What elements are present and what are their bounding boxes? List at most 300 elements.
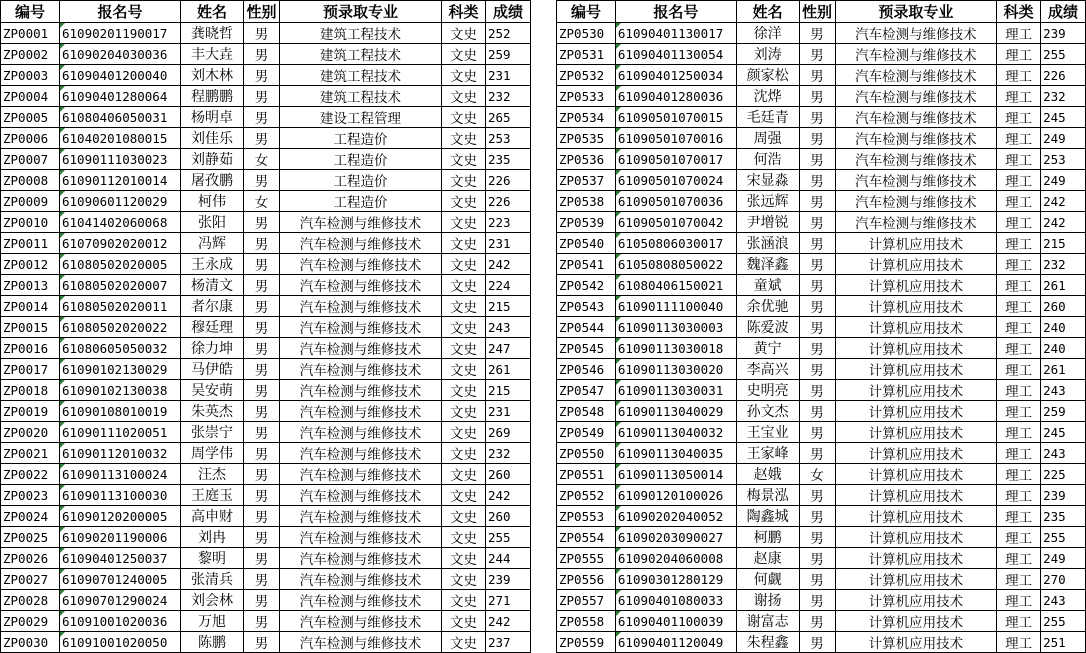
registration-number-cell[interactable]: 61090601120029: [60, 191, 181, 212]
major-cell[interactable]: 计算机应用技术: [835, 527, 997, 548]
score-cell[interactable]: 231: [486, 65, 531, 86]
gender-cell[interactable]: 男: [244, 401, 280, 422]
registration-number-cell[interactable]: 61090501070024: [615, 170, 736, 191]
gender-cell[interactable]: 男: [799, 380, 835, 401]
name-cell[interactable]: 穆廷理: [181, 317, 244, 338]
registration-number-cell[interactable]: 61080605050032: [60, 338, 181, 359]
gender-cell[interactable]: 男: [799, 611, 835, 632]
name-cell[interactable]: 徐洋: [736, 23, 799, 44]
score-cell[interactable]: 261: [1041, 359, 1086, 380]
gender-cell[interactable]: 男: [799, 338, 835, 359]
subject-cell[interactable]: 文史: [442, 254, 486, 275]
major-cell[interactable]: 计算机应用技术: [835, 548, 997, 569]
score-cell[interactable]: 260: [1041, 296, 1086, 317]
name-cell[interactable]: 马伊皓: [181, 359, 244, 380]
subject-cell[interactable]: 理工: [997, 590, 1041, 611]
id-cell[interactable]: ZP0005: [1, 107, 60, 128]
subject-cell[interactable]: 理工: [997, 65, 1041, 86]
id-cell[interactable]: ZP0020: [1, 422, 60, 443]
name-cell[interactable]: 柯鹏: [736, 527, 799, 548]
score-cell[interactable]: 247: [486, 338, 531, 359]
registration-number-cell[interactable]: 61090401250034: [615, 65, 736, 86]
major-cell[interactable]: 工程造价: [280, 191, 442, 212]
subject-cell[interactable]: 理工: [997, 23, 1041, 44]
subject-cell[interactable]: 文史: [442, 548, 486, 569]
gender-cell[interactable]: 女: [244, 149, 280, 170]
major-cell[interactable]: 汽车检测与维修技术: [280, 590, 442, 611]
score-cell[interactable]: 251: [1041, 632, 1086, 653]
gender-cell[interactable]: 男: [799, 590, 835, 611]
gender-cell[interactable]: 男: [799, 149, 835, 170]
gender-cell[interactable]: 男: [799, 170, 835, 191]
major-cell[interactable]: 计算机应用技术: [835, 506, 997, 527]
id-cell[interactable]: ZP0554: [557, 527, 616, 548]
major-cell[interactable]: 汽车检测与维修技术: [835, 44, 997, 65]
id-cell[interactable]: ZP0538: [557, 191, 616, 212]
major-cell[interactable]: 汽车检测与维修技术: [280, 632, 442, 653]
registration-number-cell[interactable]: 61040201080015: [60, 128, 181, 149]
subject-cell[interactable]: 理工: [997, 86, 1041, 107]
registration-number-cell[interactable]: 61090113030020: [615, 359, 736, 380]
name-cell[interactable]: 朱程鑫: [736, 632, 799, 653]
major-cell[interactable]: 汽车检测与维修技术: [280, 569, 442, 590]
score-cell[interactable]: 223: [486, 212, 531, 233]
major-cell[interactable]: 计算机应用技术: [835, 569, 997, 590]
subject-cell[interactable]: 文史: [442, 527, 486, 548]
id-cell[interactable]: ZP0549: [557, 422, 616, 443]
id-cell[interactable]: ZP0552: [557, 485, 616, 506]
major-cell[interactable]: 计算机应用技术: [835, 338, 997, 359]
id-cell[interactable]: ZP0536: [557, 149, 616, 170]
gender-cell[interactable]: 男: [799, 527, 835, 548]
gender-cell[interactable]: 男: [244, 317, 280, 338]
registration-number-cell[interactable]: 61090111020051: [60, 422, 181, 443]
name-cell[interactable]: 黎明: [181, 548, 244, 569]
name-cell[interactable]: 刘涛: [736, 44, 799, 65]
gender-cell[interactable]: 男: [799, 296, 835, 317]
registration-number-cell[interactable]: 61080502020011: [60, 296, 181, 317]
id-cell[interactable]: ZP0030: [1, 632, 60, 653]
major-cell[interactable]: 汽车检测与维修技术: [835, 128, 997, 149]
score-cell[interactable]: 270: [1041, 569, 1086, 590]
subject-cell[interactable]: 理工: [997, 443, 1041, 464]
score-cell[interactable]: 261: [486, 359, 531, 380]
major-cell[interactable]: 工程造价: [280, 170, 442, 191]
major-cell[interactable]: 汽车检测与维修技术: [280, 212, 442, 233]
id-cell[interactable]: ZP0002: [1, 44, 60, 65]
registration-number-cell[interactable]: 61090401280064: [60, 86, 181, 107]
subject-cell[interactable]: 文史: [442, 317, 486, 338]
score-cell[interactable]: 265: [486, 107, 531, 128]
name-cell[interactable]: 赵娥: [736, 464, 799, 485]
id-cell[interactable]: ZP0531: [557, 44, 616, 65]
name-cell[interactable]: 吴安萌: [181, 380, 244, 401]
major-cell[interactable]: 汽车检测与维修技术: [280, 359, 442, 380]
major-cell[interactable]: 建筑工程技术: [280, 86, 442, 107]
gender-cell[interactable]: 男: [799, 44, 835, 65]
major-cell[interactable]: 汽车检测与维修技术: [835, 149, 997, 170]
id-cell[interactable]: ZP0556: [557, 569, 616, 590]
major-cell[interactable]: 计算机应用技术: [835, 254, 997, 275]
subject-cell[interactable]: 文史: [442, 191, 486, 212]
id-cell[interactable]: ZP0550: [557, 443, 616, 464]
gender-cell[interactable]: 男: [244, 233, 280, 254]
score-cell[interactable]: 242: [1041, 191, 1086, 212]
gender-cell[interactable]: 男: [799, 506, 835, 527]
score-cell[interactable]: 244: [486, 548, 531, 569]
subject-cell[interactable]: 文史: [442, 611, 486, 632]
major-cell[interactable]: 汽车检测与维修技术: [280, 485, 442, 506]
id-cell[interactable]: ZP0014: [1, 296, 60, 317]
gender-cell[interactable]: 男: [244, 422, 280, 443]
gender-cell[interactable]: 女: [799, 464, 835, 485]
id-cell[interactable]: ZP0001: [1, 23, 60, 44]
subject-cell[interactable]: 理工: [997, 44, 1041, 65]
name-cell[interactable]: 刘木林: [181, 65, 244, 86]
subject-cell[interactable]: 文史: [442, 632, 486, 653]
name-cell[interactable]: 冯辉: [181, 233, 244, 254]
registration-number-cell[interactable]: 61080502020007: [60, 275, 181, 296]
name-cell[interactable]: 陈鹏: [181, 632, 244, 653]
id-cell[interactable]: ZP0532: [557, 65, 616, 86]
subject-cell[interactable]: 理工: [997, 569, 1041, 590]
major-cell[interactable]: 建筑工程技术: [280, 44, 442, 65]
name-cell[interactable]: 杨明卓: [181, 107, 244, 128]
major-cell[interactable]: 汽车检测与维修技术: [280, 317, 442, 338]
major-cell[interactable]: 计算机应用技术: [835, 275, 997, 296]
gender-cell[interactable]: 男: [244, 23, 280, 44]
name-cell[interactable]: 柯伟: [181, 191, 244, 212]
id-cell[interactable]: ZP0025: [1, 527, 60, 548]
registration-number-cell[interactable]: 61080406150021: [615, 275, 736, 296]
name-cell[interactable]: 宋显淼: [736, 170, 799, 191]
name-cell[interactable]: 余优驰: [736, 296, 799, 317]
registration-number-cell[interactable]: 61090401080033: [615, 590, 736, 611]
gender-cell[interactable]: 男: [244, 443, 280, 464]
registration-number-cell[interactable]: 61090113030003: [615, 317, 736, 338]
gender-cell[interactable]: 男: [799, 65, 835, 86]
gender-cell[interactable]: 男: [244, 590, 280, 611]
gender-cell[interactable]: 男: [244, 338, 280, 359]
registration-number-cell[interactable]: 61090112010014: [60, 170, 181, 191]
registration-number-cell[interactable]: 61080502020005: [60, 254, 181, 275]
major-cell[interactable]: 汽车检测与维修技术: [835, 107, 997, 128]
id-cell[interactable]: ZP0017: [1, 359, 60, 380]
id-cell[interactable]: ZP0028: [1, 590, 60, 611]
id-cell[interactable]: ZP0011: [1, 233, 60, 254]
major-cell[interactable]: 计算机应用技术: [835, 296, 997, 317]
score-cell[interactable]: 269: [486, 422, 531, 443]
score-cell[interactable]: 243: [1041, 443, 1086, 464]
registration-number-cell[interactable]: 61090202040052: [615, 506, 736, 527]
subject-cell[interactable]: 理工: [997, 401, 1041, 422]
id-cell[interactable]: ZP0534: [557, 107, 616, 128]
major-cell[interactable]: 汽车检测与维修技术: [280, 338, 442, 359]
registration-number-cell[interactable]: 61090111100040: [615, 296, 736, 317]
registration-number-cell[interactable]: 61090113040029: [615, 401, 736, 422]
major-cell[interactable]: 工程造价: [280, 149, 442, 170]
subject-cell[interactable]: 文史: [442, 86, 486, 107]
id-cell[interactable]: ZP0012: [1, 254, 60, 275]
name-cell[interactable]: 颜家松: [736, 65, 799, 86]
name-cell[interactable]: 徐力坤: [181, 338, 244, 359]
registration-number-cell[interactable]: 61090701290024: [60, 590, 181, 611]
name-cell[interactable]: 梅景泓: [736, 485, 799, 506]
name-cell[interactable]: 张涵浪: [736, 233, 799, 254]
gender-cell[interactable]: 男: [244, 485, 280, 506]
gender-cell[interactable]: 男: [799, 485, 835, 506]
id-cell[interactable]: ZP0024: [1, 506, 60, 527]
registration-number-cell[interactable]: 61090113040032: [615, 422, 736, 443]
registration-number-cell[interactable]: 61090108010019: [60, 401, 181, 422]
name-cell[interactable]: 童斌: [736, 275, 799, 296]
name-cell[interactable]: 汪杰: [181, 464, 244, 485]
registration-number-cell[interactable]: 61090102130029: [60, 359, 181, 380]
major-cell[interactable]: 汽车检测与维修技术: [280, 401, 442, 422]
subject-cell[interactable]: 理工: [997, 527, 1041, 548]
id-cell[interactable]: ZP0541: [557, 254, 616, 275]
registration-number-cell[interactable]: 61090120200005: [60, 506, 181, 527]
gender-cell[interactable]: 男: [244, 275, 280, 296]
name-cell[interactable]: 王永成: [181, 254, 244, 275]
name-cell[interactable]: 刘会林: [181, 590, 244, 611]
subject-cell[interactable]: 文史: [442, 569, 486, 590]
registration-number-cell[interactable]: 61080406050031: [60, 107, 181, 128]
id-cell[interactable]: ZP0016: [1, 338, 60, 359]
major-cell[interactable]: 汽车检测与维修技术: [280, 506, 442, 527]
id-cell[interactable]: ZP0548: [557, 401, 616, 422]
registration-number-cell[interactable]: 61090401250037: [60, 548, 181, 569]
name-cell[interactable]: 刘静茹: [181, 149, 244, 170]
gender-cell[interactable]: 男: [799, 128, 835, 149]
id-cell[interactable]: ZP0537: [557, 170, 616, 191]
subject-cell[interactable]: 文史: [442, 506, 486, 527]
subject-cell[interactable]: 文史: [442, 107, 486, 128]
id-cell[interactable]: ZP0004: [1, 86, 60, 107]
id-cell[interactable]: ZP0542: [557, 275, 616, 296]
score-cell[interactable]: 232: [1041, 86, 1086, 107]
score-cell[interactable]: 245: [1041, 107, 1086, 128]
name-cell[interactable]: 李高兴: [736, 359, 799, 380]
subject-cell[interactable]: 理工: [997, 170, 1041, 191]
subject-cell[interactable]: 文史: [442, 44, 486, 65]
subject-cell[interactable]: 文史: [442, 422, 486, 443]
gender-cell[interactable]: 男: [799, 632, 835, 653]
registration-number-cell[interactable]: 61050806030017: [615, 233, 736, 254]
id-cell[interactable]: ZP0007: [1, 149, 60, 170]
name-cell[interactable]: 毛廷青: [736, 107, 799, 128]
score-cell[interactable]: 252: [486, 23, 531, 44]
major-cell[interactable]: 建设工程管理: [280, 107, 442, 128]
gender-cell[interactable]: 男: [244, 632, 280, 653]
id-cell[interactable]: ZP0555: [557, 548, 616, 569]
id-cell[interactable]: ZP0551: [557, 464, 616, 485]
registration-number-cell[interactable]: 61090501070017: [615, 149, 736, 170]
registration-number-cell[interactable]: 61090501070036: [615, 191, 736, 212]
id-cell[interactable]: ZP0559: [557, 632, 616, 653]
subject-cell[interactable]: 文史: [442, 65, 486, 86]
score-cell[interactable]: 215: [1041, 233, 1086, 254]
gender-cell[interactable]: 男: [799, 86, 835, 107]
score-cell[interactable]: 232: [486, 443, 531, 464]
registration-number-cell[interactable]: 61090201190006: [60, 527, 181, 548]
registration-number-cell[interactable]: 61090204060008: [615, 548, 736, 569]
subject-cell[interactable]: 理工: [997, 548, 1041, 569]
score-cell[interactable]: 259: [1041, 401, 1086, 422]
major-cell[interactable]: 计算机应用技术: [835, 485, 997, 506]
name-cell[interactable]: 刘冉: [181, 527, 244, 548]
gender-cell[interactable]: 男: [799, 212, 835, 233]
subject-cell[interactable]: 理工: [997, 296, 1041, 317]
subject-cell[interactable]: 文史: [442, 443, 486, 464]
subject-cell[interactable]: 理工: [997, 506, 1041, 527]
name-cell[interactable]: 周强: [736, 128, 799, 149]
major-cell[interactable]: 计算机应用技术: [835, 590, 997, 611]
gender-cell[interactable]: 男: [244, 254, 280, 275]
registration-number-cell[interactable]: 61090102130038: [60, 380, 181, 401]
registration-number-cell[interactable]: 61090113050014: [615, 464, 736, 485]
registration-number-cell[interactable]: 61091001020036: [60, 611, 181, 632]
subject-cell[interactable]: 文史: [442, 149, 486, 170]
score-cell[interactable]: 260: [486, 464, 531, 485]
subject-cell[interactable]: 文史: [442, 128, 486, 149]
score-cell[interactable]: 231: [486, 233, 531, 254]
name-cell[interactable]: 陈爱波: [736, 317, 799, 338]
registration-number-cell[interactable]: 61090401280036: [615, 86, 736, 107]
score-cell[interactable]: 226: [486, 170, 531, 191]
subject-cell[interactable]: 理工: [997, 107, 1041, 128]
registration-number-cell[interactable]: 61090401120049: [615, 632, 736, 653]
major-cell[interactable]: 汽车检测与维修技术: [835, 86, 997, 107]
subject-cell[interactable]: 理工: [997, 380, 1041, 401]
name-cell[interactable]: 张清兵: [181, 569, 244, 590]
id-cell[interactable]: ZP0006: [1, 128, 60, 149]
score-cell[interactable]: 232: [1041, 254, 1086, 275]
subject-cell[interactable]: 理工: [997, 359, 1041, 380]
major-cell[interactable]: 汽车检测与维修技术: [280, 464, 442, 485]
id-cell[interactable]: ZP0533: [557, 86, 616, 107]
registration-number-cell[interactable]: 61090113030031: [615, 380, 736, 401]
score-cell[interactable]: 240: [1041, 317, 1086, 338]
registration-number-cell[interactable]: 61090120100026: [615, 485, 736, 506]
name-cell[interactable]: 丰大垚: [181, 44, 244, 65]
name-cell[interactable]: 王庭玉: [181, 485, 244, 506]
gender-cell[interactable]: 男: [244, 86, 280, 107]
subject-cell[interactable]: 理工: [997, 128, 1041, 149]
name-cell[interactable]: 魏泽鑫: [736, 254, 799, 275]
id-cell[interactable]: ZP0546: [557, 359, 616, 380]
major-cell[interactable]: 建筑工程技术: [280, 23, 442, 44]
score-cell[interactable]: 255: [1041, 44, 1086, 65]
id-cell[interactable]: ZP0021: [1, 443, 60, 464]
score-cell[interactable]: 260: [486, 506, 531, 527]
name-cell[interactable]: 孙文杰: [736, 401, 799, 422]
registration-number-cell[interactable]: 61090701240005: [60, 569, 181, 590]
gender-cell[interactable]: 男: [244, 506, 280, 527]
score-cell[interactable]: 271: [486, 590, 531, 611]
name-cell[interactable]: 刘佳乐: [181, 128, 244, 149]
registration-number-cell[interactable]: 61090112010032: [60, 443, 181, 464]
id-cell[interactable]: ZP0019: [1, 401, 60, 422]
name-cell[interactable]: 张阳: [181, 212, 244, 233]
major-cell[interactable]: 计算机应用技术: [835, 359, 997, 380]
gender-cell[interactable]: 男: [799, 317, 835, 338]
major-cell[interactable]: 工程造价: [280, 128, 442, 149]
major-cell[interactable]: 计算机应用技术: [835, 464, 997, 485]
score-cell[interactable]: 255: [1041, 611, 1086, 632]
score-cell[interactable]: 237: [486, 632, 531, 653]
subject-cell[interactable]: 文史: [442, 296, 486, 317]
major-cell[interactable]: 汽车检测与维修技术: [280, 380, 442, 401]
major-cell[interactable]: 汽车检测与维修技术: [280, 611, 442, 632]
name-cell[interactable]: 王家峰: [736, 443, 799, 464]
registration-number-cell[interactable]: 61090501070016: [615, 128, 736, 149]
gender-cell[interactable]: 男: [799, 422, 835, 443]
major-cell[interactable]: 汽车检测与维修技术: [835, 170, 997, 191]
gender-cell[interactable]: 男: [244, 296, 280, 317]
score-cell[interactable]: 239: [486, 569, 531, 590]
score-cell[interactable]: 253: [1041, 149, 1086, 170]
name-cell[interactable]: 谢扬: [736, 590, 799, 611]
score-cell[interactable]: 226: [1041, 65, 1086, 86]
major-cell[interactable]: 汽车检测与维修技术: [280, 275, 442, 296]
subject-cell[interactable]: 文史: [442, 590, 486, 611]
gender-cell[interactable]: 男: [244, 212, 280, 233]
gender-cell[interactable]: 男: [244, 128, 280, 149]
score-cell[interactable]: 215: [486, 296, 531, 317]
name-cell[interactable]: 张崇宁: [181, 422, 244, 443]
registration-number-cell[interactable]: 61090501070042: [615, 212, 736, 233]
registration-number-cell[interactable]: 61070902020012: [60, 233, 181, 254]
subject-cell[interactable]: 文史: [442, 485, 486, 506]
score-cell[interactable]: 231: [486, 401, 531, 422]
subject-cell[interactable]: 理工: [997, 275, 1041, 296]
major-cell[interactable]: 计算机应用技术: [835, 401, 997, 422]
name-cell[interactable]: 赵康: [736, 548, 799, 569]
subject-cell[interactable]: 文史: [442, 23, 486, 44]
major-cell[interactable]: 汽车检测与维修技术: [835, 23, 997, 44]
score-cell[interactable]: 224: [486, 275, 531, 296]
score-cell[interactable]: 235: [1041, 506, 1086, 527]
major-cell[interactable]: 汽车检测与维修技术: [280, 296, 442, 317]
name-cell[interactable]: 屠孜鹏: [181, 170, 244, 191]
subject-cell[interactable]: 文史: [442, 464, 486, 485]
name-cell[interactable]: 何浩: [736, 149, 799, 170]
subject-cell[interactable]: 理工: [997, 338, 1041, 359]
major-cell[interactable]: 汽车检测与维修技术: [280, 233, 442, 254]
gender-cell[interactable]: 男: [244, 464, 280, 485]
score-cell[interactable]: 235: [486, 149, 531, 170]
id-cell[interactable]: ZP0003: [1, 65, 60, 86]
score-cell[interactable]: 261: [1041, 275, 1086, 296]
gender-cell[interactable]: 男: [799, 23, 835, 44]
name-cell[interactable]: 张远辉: [736, 191, 799, 212]
subject-cell[interactable]: 文史: [442, 338, 486, 359]
name-cell[interactable]: 万旭: [181, 611, 244, 632]
gender-cell[interactable]: 男: [244, 44, 280, 65]
gender-cell[interactable]: 男: [799, 548, 835, 569]
gender-cell[interactable]: 男: [244, 569, 280, 590]
score-cell[interactable]: 215: [486, 380, 531, 401]
score-cell[interactable]: 243: [1041, 590, 1086, 611]
registration-number-cell[interactable]: 61050808050022: [615, 254, 736, 275]
subject-cell[interactable]: 文史: [442, 233, 486, 254]
subject-cell[interactable]: 文史: [442, 212, 486, 233]
id-cell[interactable]: ZP0010: [1, 212, 60, 233]
id-cell[interactable]: ZP0535: [557, 128, 616, 149]
major-cell[interactable]: 计算机应用技术: [835, 233, 997, 254]
major-cell[interactable]: 汽车检测与维修技术: [835, 212, 997, 233]
